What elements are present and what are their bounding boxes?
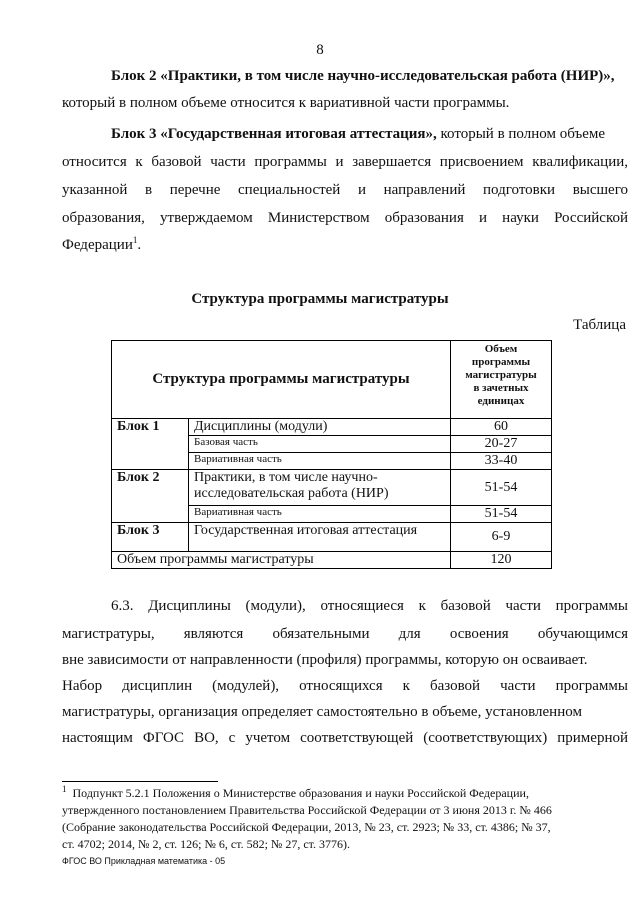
row-name-line: Практики, в том числе научно- (194, 470, 378, 485)
para63-line6: настоящим ФГОС ВО, с учетом соответствующей (соответствующих) примерной (62, 730, 628, 746)
block3-line1 (111, 126, 605, 143)
block-label: Блок 1 (112, 419, 189, 470)
block3-line2: относится к базовой части программы и завершается присвоением квалификации, (62, 154, 628, 170)
header-volume-line: в зачетных (473, 382, 529, 394)
block2-line2: который в полном объеме относится к вариативной части программы. (62, 95, 510, 111)
row-name: Дисциплины (модули) (189, 419, 451, 436)
block-label: Блок 3 (112, 523, 189, 552)
block3-line1-rest: который в полном объеме (436, 126, 606, 142)
row-value: 51-54 (451, 506, 552, 523)
footnote-text: Подпункт 5.2.1 Положения о Министерстве образования и науки Российской Федерации, (72, 786, 529, 800)
para63-line3: вне зависимости от направленности (профиля) программы, которую он осваивает. (62, 652, 588, 668)
block3-line4: образования, утверждаемом Министерством образования и науки Российской (62, 210, 628, 226)
row-name: Государственная итоговая аттестация (189, 523, 451, 552)
block3-title: Блок 3 «Государственная итоговая аттестация», (111, 126, 437, 142)
footnote-line1 (62, 786, 529, 801)
table-header-volume (451, 341, 552, 419)
row-value: 33-40 (451, 453, 552, 470)
page-number: 8 (316, 42, 324, 58)
footnote-line2: утвержденного постановлением Правительства Российской Федерации от 3 июня 2013 г. № 466 (62, 803, 552, 817)
block2-line1: Блок 2 «Практики, в том числе научно-исследовательская работа (НИР)», (111, 68, 615, 84)
table-header-structure: Структура программы магистратуры (112, 341, 451, 419)
block3-line3: указанной в перечне специальностей и направлений подготовки высшего (62, 182, 628, 198)
row-value: 60 (451, 419, 552, 436)
block3-line5 (62, 237, 141, 254)
table-row (112, 470, 552, 506)
row-name (189, 470, 451, 506)
footnote-separator (62, 781, 218, 782)
table-row (112, 419, 552, 436)
row-name-line: исследовательская работа (НИР) (194, 486, 389, 501)
para63-line4: Набор дисциплин (модулей), относящихся к базовой части программы (62, 678, 628, 694)
row-subpart: Вариативная часть (189, 453, 451, 470)
header-volume-line: Объем (484, 343, 518, 355)
footnote-line3: (Собрание законодательства Российской Федерации, 2013, № 23, ст. 2923; № 33, ст. 4386; № 37, (62, 820, 551, 834)
total-value: 120 (451, 552, 552, 569)
table-total-row (112, 552, 552, 569)
para63-line2: магистратуры, являются обязательными для освоения обучающимся (62, 626, 628, 642)
table-title: Структура программы магистратуры (191, 291, 449, 307)
row-subpart: Базовая часть (189, 436, 451, 453)
header-volume-line: единицах (477, 395, 525, 407)
block-label: Блок 2 (112, 470, 189, 523)
para63-line5: магистратуры, организация определяет самостоятельно в объеме, установленном (62, 704, 582, 720)
row-value: 6-9 (451, 523, 552, 552)
header-volume-line: магистратуры (465, 369, 537, 381)
block3-line5-end: . (137, 237, 142, 253)
block3-line5-text: Федерации (62, 237, 133, 253)
table-label: Таблица (573, 317, 626, 333)
table-row (112, 523, 552, 552)
footnote-reference: 1 (132, 235, 138, 245)
program-structure-table (111, 340, 552, 569)
footnote-mark: 1 (62, 784, 67, 794)
total-label: Объем программы магистратуры (112, 552, 451, 569)
header-volume-line: программы (471, 356, 531, 368)
page-footer: ФГОС ВО Прикладная математика - 05 (62, 856, 226, 866)
row-value: 20-27 (451, 436, 552, 453)
footnote-line4: ст. 4702; 2014, № 2, ст. 126; № 6, ст. 582; № 27, ст. 3776). (62, 837, 351, 851)
row-value: 51-54 (451, 470, 552, 506)
row-subpart: Вариативная часть (189, 506, 451, 523)
para63-line1: 6.3. Дисциплины (модули), относящиеся к базовой части программы (111, 598, 628, 614)
